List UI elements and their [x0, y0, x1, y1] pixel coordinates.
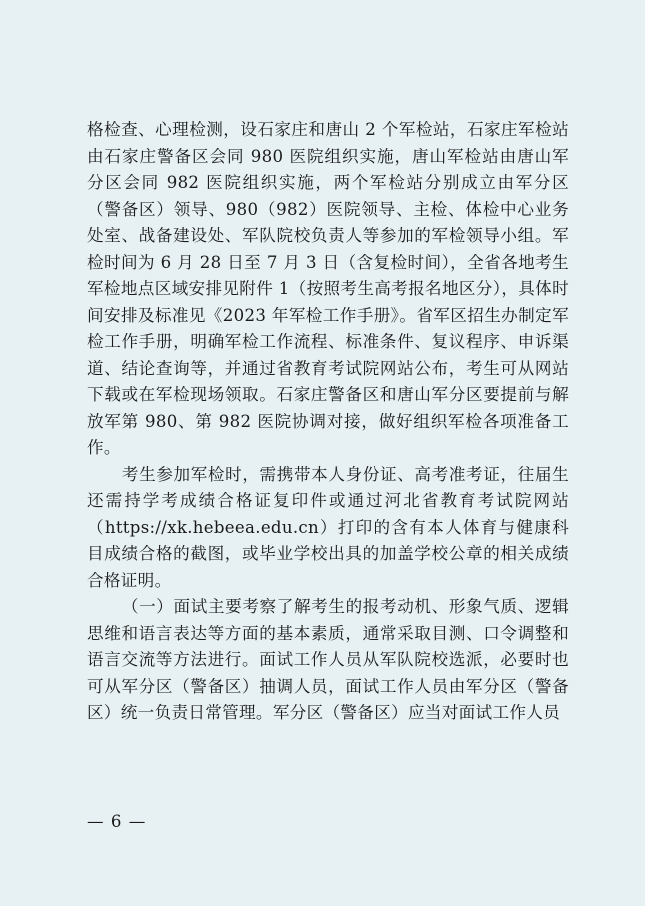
page-number: — 6 —: [87, 812, 147, 831]
document-body: [87, 117, 569, 727]
paragraph-military-exam-stations: 格检查、心理检测，设石家庄和唐山 2 个军检站，石家庄军检站由石家庄警备区会同 980 医院组织实施，唐山军检站由唐山军分区会同 982 医院组织实施，两个军检站分别成立由军分区（警备区）领导、980（982）医院领导、主检、体检中心业务处室、战备建设处、军队院校负责人等参加的军检领导小组。军检时间为 6 月 28 日至 7 月 3 日（含复检时间），全省各地考生军检地点区域安排见附件 1（按照考生高考报名地区分），具体时间安排及标准见《2023 年军检工作手册》。省军区招生办制定军检工作手册，明确军检工作流程、标准条件、复议程序、申诉渠道、结论查询等，并通过省教育考试院网站公布，考生可从网站下载或在军检现场领取。石家庄警备区和唐山军分区要提前与解放军第 980、第 982 医院协调对接，做好组织军检各项准备工作。: [87, 120, 569, 457]
paragraph-required-documents: 考生参加军检时，需携带本人身份证、高考准考证，往届生还需持学考成绩合格证复印件或通过河北省教育考试院网站（https://xk.hebeea.edu.cn）打印的含有本人体育与健康科目成绩合格的截图，或毕业学校出具的加盖学校公章的相关成绩合格证明。: [87, 464, 569, 590]
paragraph-interview: （一）面试主要考察了解考生的报考动机、形象气质、逻辑思维和语言表达等方面的基本素质，通常采取目测、口令调整和语言交流等方法进行。面试工作人员从军队院校选派，必要时也可从军分区（警备区）抽调人员，面试工作人员由军分区（警备区）统一负责日常管理。军分区（警备区）应当对面试工作人员: [87, 597, 569, 722]
